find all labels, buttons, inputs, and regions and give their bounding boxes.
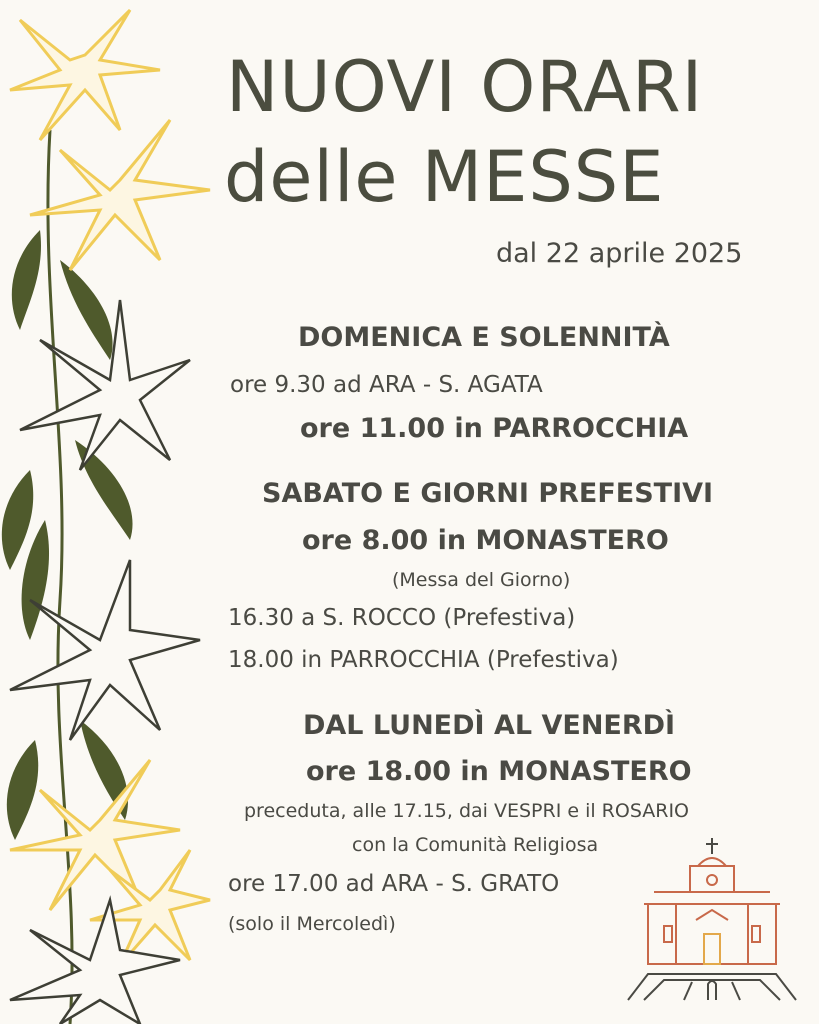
section3-line-1: ore 18.00 in MONASTERO [306, 756, 692, 787]
section2-line-1: ore 8.00 in MONASTERO [302, 525, 669, 556]
section1-heading: DOMENICA E SOLENNITÀ [298, 322, 670, 353]
section2-line-4: 18.00 in PARROCCHIA (Prefestiva) [228, 647, 619, 673]
section3-line-2: preceduta, alle 17.15, dai VESPRI e il ROSARIO [244, 800, 689, 822]
date-line: dal 22 aprile 2025 [496, 238, 743, 269]
title-line-2: delle MESSE [224, 136, 665, 218]
church-icon [624, 834, 800, 1010]
section1-line-2: ore 11.00 in PARROCCHIA [300, 413, 689, 444]
section3-line-4: ore 17.00 ad ARA - S. GRATO [228, 871, 560, 897]
section3-line-5: (solo il Mercoledì) [228, 913, 396, 935]
section3-heading: DAL LUNEDÌ AL VENERDÌ [303, 710, 676, 741]
section2-line-3: 16.30 a S. ROCCO (Prefestiva) [228, 605, 576, 631]
section3-line-3: con la Comunità Religiosa [352, 834, 599, 856]
lily-floral-border [0, 0, 240, 1024]
section1-line-1: ore 9.30 ad ARA - S. AGATA [230, 372, 543, 398]
section2-heading: SABATO E GIORNI PREFESTIVI [262, 478, 714, 509]
title-line-1: NUOVI ORARI [226, 46, 704, 128]
section2-line-2: (Messa del Giorno) [392, 569, 571, 591]
